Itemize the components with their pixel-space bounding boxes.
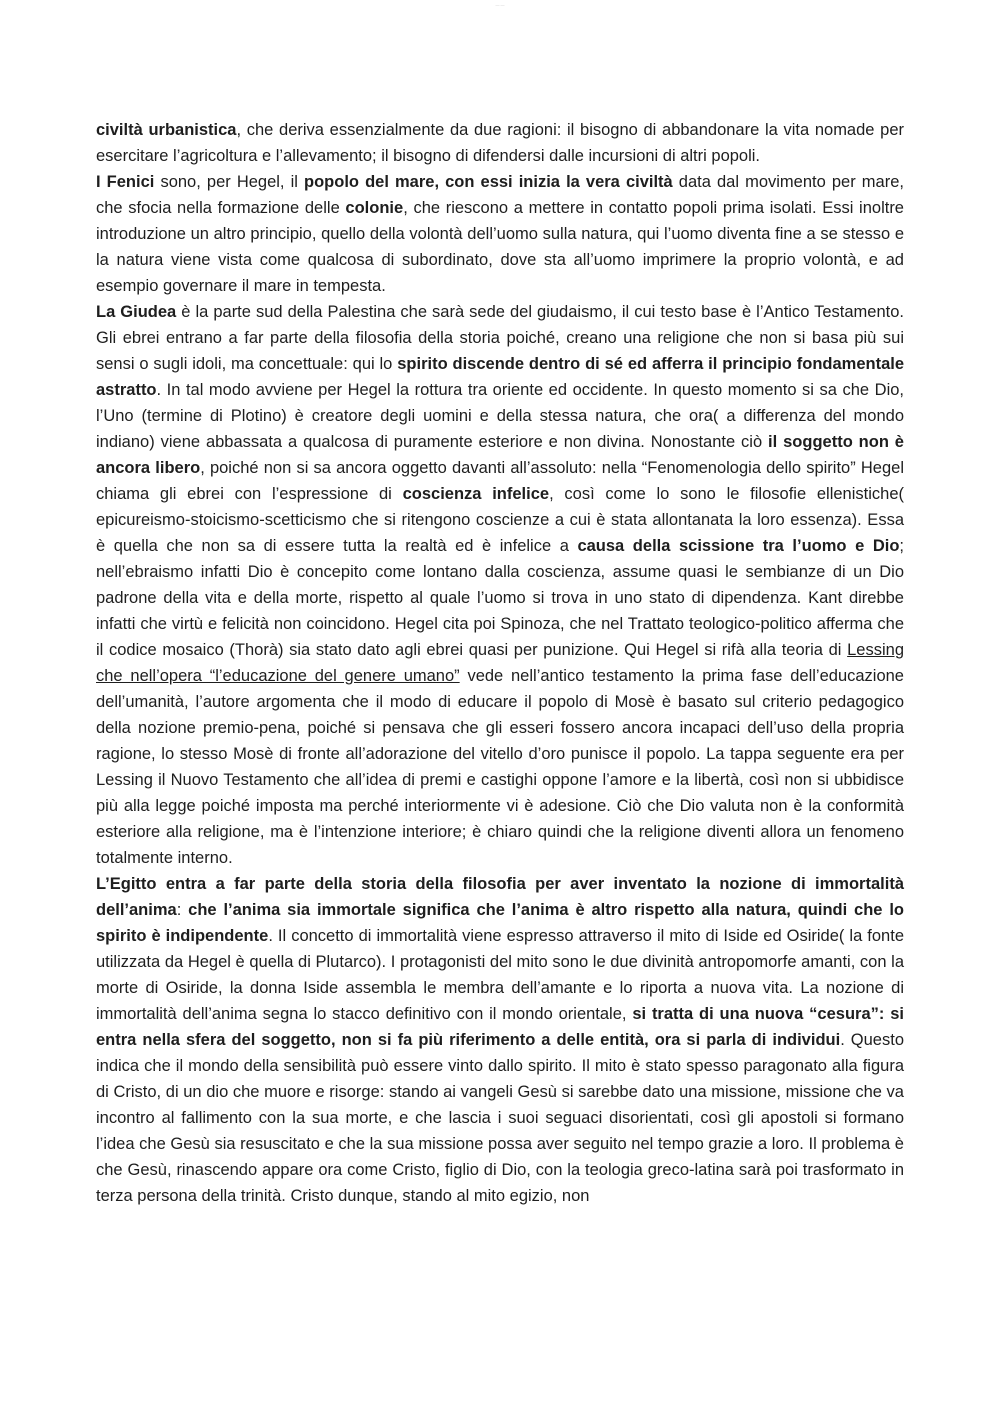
bold-phrase: coscienza infelice — [402, 485, 550, 503]
text-run: : — [176, 901, 189, 919]
bold-phrase: popolo del mare, con essi inizia la vera civiltà — [304, 173, 673, 191]
bold-phrase: civiltà urbanistica — [96, 121, 237, 139]
paragraph-giudea — [96, 299, 904, 871]
text-run: , poiché non si sa ancora oggetto davanti all’assoluto: nella “Fenomenologia dello spirito” Hegel chiama gli ebrei con l’espressione di — [96, 459, 904, 503]
text-run: , che riescono a mettere in contatto popoli prima isolati. Essi inoltre introduzione un altro principio, quello della volontà dell’uomo sulla natura, qui l’uomo diventa fine a se stesso e la natura viene vista come qualcosa di subordinato, dove sta all’uomo imprimere la proprio volontà, e ad esempio governare il mare in tempesta. — [96, 199, 904, 295]
text-run: . Questo indica che il mondo della sensibilità può essere vinto dallo spirito. Il mito è stato spesso paragonato alla figura di Cristo, di un dio che muore e risorge: stando ai vangeli Gesù si sarebbe dato una missione, missione che va incontro al fallimento con la sua morte, e che lascia i suoi seguaci disorientati, così gli apostoli si formano l’idea che Gesù sia resuscitato e che la sua missione possa aver seguito nel tempo grazie a loro. Il problema è che Gesù, rinascendo appare ora come Cristo, figlio di Dio, con la teologia greco-latina sarà poi trasformato in terza persona della trinità. Cristo dunque, stando al mito egizio, non — [96, 1031, 904, 1205]
bold-phrase: il soggetto non è ancora libero — [96, 433, 904, 477]
bold-phrase: che l’anima sia immortale significa che l’anima è altro rispetto alla natura, quindi che lo spirito è indipendente — [96, 901, 904, 945]
bold-phrase: I Fenici — [96, 173, 155, 191]
bold-phrase: spirito discende dentro di sé ed afferra il principio fondamentale astratto — [96, 355, 905, 399]
text-run: . Il concetto di immortalità viene espresso attraverso il mito di Iside ed Osiride( la fonte utilizzata da Hegel è quella di Plutarco). I protagonisti del mito sono le due divinità antropomorfe amanti, con la morte di Osiride, la donna Iside assembla le membra dell’amante e lo riporta a nuova vita. La nozione di immortalità dell’anima segna lo stacco definitivo con il mondo orientale, — [96, 927, 904, 1023]
document-body — [96, 117, 904, 1209]
text-run: vede nell’antico testamento la prima fase dell’educazione dell’umanità, l’autore argomenta che il modo di educare il popolo di Mosè è basato sul criterio pedagogico della nozione premio-pena, poiché si pensava che gli esseri fossero ancora incapaci dell’uso della propria ragione, lo stesso Mosè di fronte all’adorazione del vitello d’oro punisce il popolo. La tappa seguente era per Lessing il Nuovo Testamento che all’idea di premi e castighi oppone l’amore e la libertà, così non si ubbidisce più alla legge poiché imposta ma perché interiormente vi è adesione. Ciò che Dio valuta non è la conformità esteriore alla religione, ma è l’intenzione interiore; è chiaro quindi che la religione diventi allora un fenomeno totalmente interno. — [96, 667, 904, 867]
text-run: ; nell’ebraismo infatti Dio è concepito come lontano dalla coscienza, assume quasi le sembianze di un Dio padrone della vita e della morte, rispetto al quale l’uomo si trova in uno stato di dipendenza. Kant direbbe infatti che virtù e felicità non coincidono. Hegel cita poi Spinoza, che nel Trattato teologico-politico afferma che il codice mosaico (Thorà) sia stato dato agli ebrei quasi per punizione. Qui Hegel si rifà alla teoria di — [96, 537, 904, 659]
bold-phrase: causa della scissione tra l’uomo e Dio — [577, 537, 900, 555]
paragraph-fenici — [96, 169, 904, 299]
text-run: . In tal modo avviene per Hegel la rottura tra oriente ed occidente. In questo momento si sa che Dio, l’Uno (termine di Plotino) è creatore degli uomini e della stessa natura, che ora( a differenza del mondo indiano) viene abbassata a qualcosa di puramente esteriore e non divina. Nonostante ciò — [96, 381, 904, 451]
bold-phrase: L’Egitto entra a far parte della storia della filosofia per aver inventato la nozione di immortalità dell’anima — [96, 875, 904, 919]
underlined-phrase: Lessing che nell’opera “l’educazione del genere umano” — [96, 641, 904, 685]
text-run: , così come lo sono le filosofie ellenistiche( epicureismo-stoicismo-scetticismo che si ritengono coscienze a cui è stata allontanata la loro essenza). Essa è quella che non sa di essere tutta la realtà ed è infelice a — [96, 485, 904, 555]
text-run: sono, per Hegel, il — [154, 173, 305, 191]
bold-phrase: si tratta di una nuova “cesura”: si entra nella sfera del soggetto, non si fa più riferimento a delle entità, ora si parla di individui — [96, 1005, 904, 1049]
paragraph-egitto — [96, 871, 904, 1209]
paragraph-civilta — [96, 117, 904, 169]
bold-phrase: La Giudea — [96, 303, 177, 321]
text-run: è la parte sud della Palestina che sarà sede del giudaismo, il cui testo base è l’Antico Testamento. Gli ebrei entrano a far parte della filosofia della storia poiché, creano una religione che non si basa più sui sensi o sugli idoli, ma concettuale: qui lo — [96, 303, 904, 373]
text-run: data dal movimento per mare, che sfocia nella formazione delle — [96, 173, 904, 217]
header-mark: — — — [495, 2, 505, 7]
bold-phrase: colonie — [345, 199, 404, 217]
text-run: , che deriva essenzialmente da due ragioni: il bisogno di abbandonare la vita nomade per esercitare l’agricoltura e l’allevamento; il bisogno di difendersi dalle incursioni di altri popoli. — [96, 121, 904, 165]
